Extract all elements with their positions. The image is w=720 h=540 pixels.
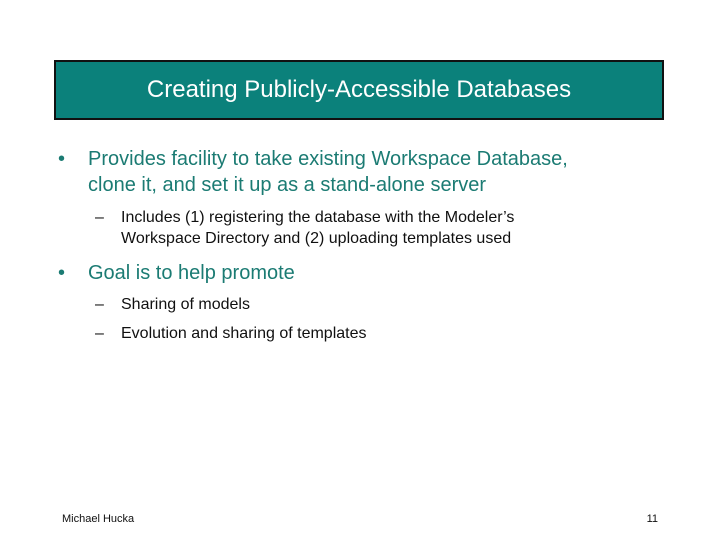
- sub-bullet-line: Workspace Directory and (2) uploading templates used: [121, 230, 512, 247]
- sub-bullet-2: [95, 294, 655, 315]
- sub-bullet-line: Sharing of models: [121, 296, 250, 313]
- main-bullet-line: Provides facility to take existing Workspace Database,: [88, 148, 568, 170]
- dash-marker: –: [95, 296, 104, 313]
- sub-bullet-text: [121, 323, 655, 344]
- slide-title: Creating Publicly-Accessible Databases: [146, 76, 572, 103]
- main-bullet-text: [88, 260, 678, 286]
- dash-marker: –: [95, 209, 104, 226]
- title-banner: [54, 60, 664, 120]
- main-bullet-1: [58, 146, 678, 198]
- main-bullet-line: Goal is to help promote: [88, 262, 295, 284]
- sub-bullet-1: [95, 207, 655, 249]
- footer-author: Michael Hucka: [62, 513, 135, 525]
- bullet-marker: •: [58, 148, 66, 170]
- sub-bullet-line: Includes (1) registering the database with the Modeler’s: [121, 209, 515, 226]
- dash-marker: –: [95, 325, 104, 342]
- bullet-marker: •: [58, 262, 66, 284]
- sub-bullet-text: [121, 294, 655, 315]
- sub-bullet-text: [121, 207, 655, 249]
- sub-bullet-line: Evolution and sharing of templates: [121, 325, 367, 342]
- main-bullet-2: [58, 260, 678, 286]
- page-number: 11: [646, 513, 658, 525]
- main-bullet-line: clone it, and set it up as a stand-alone server: [88, 174, 487, 196]
- sub-bullet-3: [95, 323, 655, 344]
- main-bullet-text: [88, 146, 678, 198]
